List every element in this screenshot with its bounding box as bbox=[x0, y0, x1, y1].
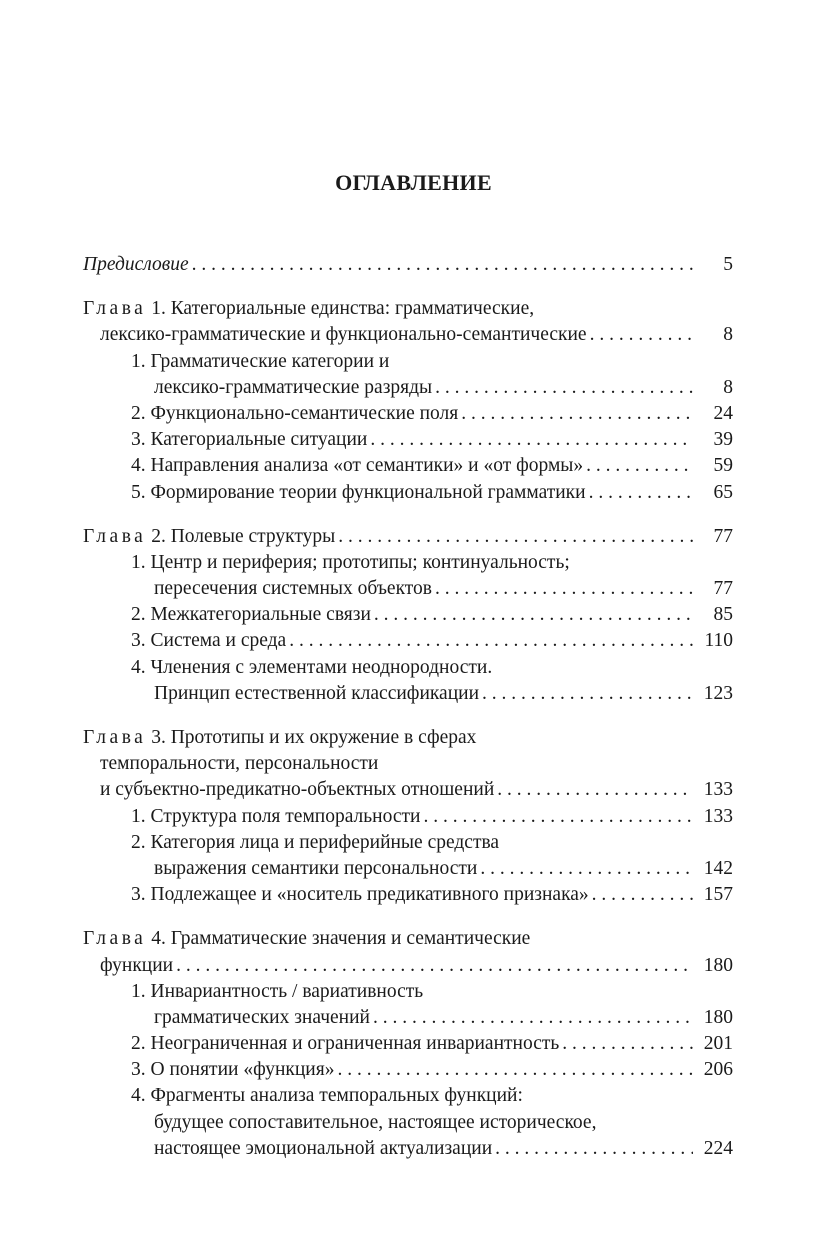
section-title: 2. Межкатегориальные связи bbox=[131, 604, 371, 626]
section-line[interactable] bbox=[83, 882, 733, 908]
section-title: 3. Подлежащее и «носитель предикативного признака» bbox=[131, 884, 589, 906]
page-number: 5 bbox=[723, 254, 733, 275]
leader-dots bbox=[432, 375, 693, 401]
leader-dots bbox=[479, 681, 693, 707]
chapter-4 bbox=[83, 926, 733, 1162]
chapter-title: 4. Грамматические значения и семантические bbox=[151, 928, 531, 950]
leader-dots bbox=[458, 401, 693, 427]
chapter-prefix: Глава bbox=[83, 727, 147, 748]
section-line[interactable] bbox=[83, 1136, 733, 1162]
section-line[interactable] bbox=[83, 1110, 733, 1136]
section-line[interactable] bbox=[83, 576, 733, 602]
leader-dots bbox=[367, 427, 693, 453]
page-title: ОГЛАВЛЕНИЕ bbox=[335, 170, 492, 195]
leader-dots bbox=[286, 628, 693, 654]
page-number: 180 bbox=[703, 954, 733, 976]
leader-dots bbox=[477, 856, 693, 882]
section-line[interactable] bbox=[83, 602, 733, 628]
leader-dots bbox=[586, 480, 693, 506]
chapter-title: 2. Полевые структуры bbox=[151, 525, 336, 547]
table-of-contents bbox=[83, 252, 733, 1162]
page-number: 180 bbox=[703, 1006, 733, 1028]
leader-dots bbox=[587, 322, 693, 348]
section-title: 3. Система и среда bbox=[131, 630, 287, 652]
chapter-heading-line[interactable] bbox=[83, 751, 733, 777]
section-line[interactable] bbox=[83, 375, 733, 401]
leader-dots bbox=[173, 953, 693, 979]
leader-dots bbox=[589, 882, 693, 908]
chapter-title: лексико-грамматические и функционально-семантические bbox=[100, 324, 587, 346]
section-line[interactable] bbox=[83, 1031, 733, 1057]
section-line[interactable] bbox=[83, 401, 733, 427]
section-line[interactable] bbox=[83, 628, 733, 654]
toc-entry-preface[interactable] bbox=[83, 252, 733, 278]
page-number: 65 bbox=[713, 481, 733, 503]
chapter-title: 3. Прототипы и их окружение в сферах bbox=[151, 727, 477, 748]
leader-dots bbox=[371, 602, 693, 628]
section-title: 2. Функционально-семантические поля bbox=[131, 402, 459, 424]
section-title: 4. Направления анализа «от семантики» и «от формы» bbox=[131, 455, 584, 477]
chapter-title: и субъектно-предикатно-объектных отношений bbox=[100, 779, 495, 801]
page-number: 206 bbox=[703, 1059, 733, 1081]
page-number: 123 bbox=[703, 682, 733, 704]
chapter-heading-line[interactable] bbox=[83, 725, 733, 751]
leader-dots bbox=[559, 1031, 693, 1057]
page-number: 77 bbox=[713, 578, 733, 600]
section-title: 5. Формирование теории функциональной грамматики bbox=[131, 481, 586, 503]
leader-dots bbox=[335, 524, 693, 550]
page-number: 224 bbox=[703, 1137, 733, 1159]
section-title: 1. Центр и периферия; прототипы; континуальность; bbox=[131, 551, 570, 573]
page-number: 85 bbox=[713, 604, 733, 626]
section-title: лексико-грамматические разряды bbox=[154, 376, 433, 398]
section-title: 1. Структура поля темпоральности bbox=[131, 805, 421, 827]
section-title: 1. Грамматические категории и bbox=[131, 350, 390, 372]
chapter-prefix: Глава bbox=[83, 298, 147, 320]
section-line[interactable] bbox=[83, 655, 733, 681]
page-number: 157 bbox=[703, 884, 733, 906]
toc-entry-label: Предисловие bbox=[83, 254, 189, 275]
section-title: 2. Категория лица и периферийные средства bbox=[131, 831, 500, 853]
leader-dots bbox=[583, 453, 693, 479]
chapter-heading-line[interactable] bbox=[83, 322, 733, 348]
section-line[interactable] bbox=[83, 804, 733, 830]
section-title: выражения семантики персональности bbox=[154, 857, 478, 879]
chapter-prefix: Глава bbox=[83, 928, 147, 950]
section-title: настоящее эмоциональной актуализации bbox=[154, 1137, 493, 1159]
page-number: 201 bbox=[703, 1033, 733, 1055]
section-line[interactable] bbox=[83, 480, 733, 506]
page-number: 59 bbox=[713, 455, 733, 477]
chapter-heading-line[interactable] bbox=[83, 926, 733, 952]
section-title: 4. Членения с элементами неоднородности. bbox=[131, 656, 493, 678]
chapter-prefix: Глава bbox=[83, 525, 147, 547]
section-line[interactable] bbox=[83, 1057, 733, 1083]
chapter-heading-line[interactable] bbox=[83, 777, 733, 803]
leader-dots bbox=[494, 777, 693, 803]
chapter-title: темпоральности, персональности bbox=[100, 753, 379, 775]
chapter-heading-line[interactable] bbox=[83, 296, 733, 322]
page-number: 133 bbox=[703, 805, 733, 827]
chapter-heading-line[interactable] bbox=[83, 953, 733, 979]
chapter-heading-line[interactable] bbox=[83, 524, 733, 550]
section-line[interactable] bbox=[83, 1083, 733, 1109]
section-title: будущее сопоставительное, настоящее историческое, bbox=[154, 1111, 597, 1133]
page-number: 77 bbox=[713, 525, 733, 547]
section-title: 1. Инвариантность / вариативность bbox=[131, 980, 424, 1002]
section-title: 3. Категориальные ситуации bbox=[131, 429, 368, 451]
leader-dots bbox=[189, 252, 693, 278]
chapter-3 bbox=[83, 725, 733, 908]
chapter-1 bbox=[83, 296, 733, 506]
section-line[interactable] bbox=[83, 856, 733, 882]
section-title: Принцип естественной классификации bbox=[154, 682, 480, 704]
section-line[interactable] bbox=[83, 681, 733, 707]
leader-dots bbox=[492, 1136, 693, 1162]
section-line[interactable] bbox=[83, 979, 733, 1005]
section-title: грамматических значений bbox=[154, 1006, 370, 1028]
leader-dots bbox=[334, 1057, 693, 1083]
leader-dots bbox=[370, 1005, 693, 1031]
section-title: 3. О понятии «функция» bbox=[131, 1059, 335, 1081]
chapter-2 bbox=[83, 524, 733, 707]
leader-dots bbox=[420, 804, 693, 830]
section-line[interactable] bbox=[83, 1005, 733, 1031]
page-number: 24 bbox=[713, 402, 733, 424]
leader-dots bbox=[432, 576, 693, 602]
section-line[interactable] bbox=[83, 349, 733, 375]
section-title: 2. Неограниченная и ограниченная инвариантность bbox=[131, 1033, 560, 1055]
page-number: 39 bbox=[713, 429, 733, 451]
chapter-title: 1. Категориальные единства: грамматические, bbox=[151, 298, 535, 320]
section-line[interactable] bbox=[83, 550, 733, 576]
section-line[interactable] bbox=[83, 427, 733, 453]
page-number: 133 bbox=[703, 779, 733, 801]
page-number: 8 bbox=[723, 376, 733, 398]
section-title: пересечения системных объектов bbox=[154, 578, 433, 600]
page-number: 142 bbox=[703, 857, 733, 879]
section-title: 4. Фрагменты анализа темпоральных функций: bbox=[131, 1085, 523, 1107]
page-number: 110 bbox=[704, 630, 733, 652]
chapter-title: функции bbox=[100, 954, 174, 976]
page-number: 8 bbox=[723, 324, 733, 346]
section-line[interactable] bbox=[83, 830, 733, 856]
section-line[interactable] bbox=[83, 453, 733, 479]
